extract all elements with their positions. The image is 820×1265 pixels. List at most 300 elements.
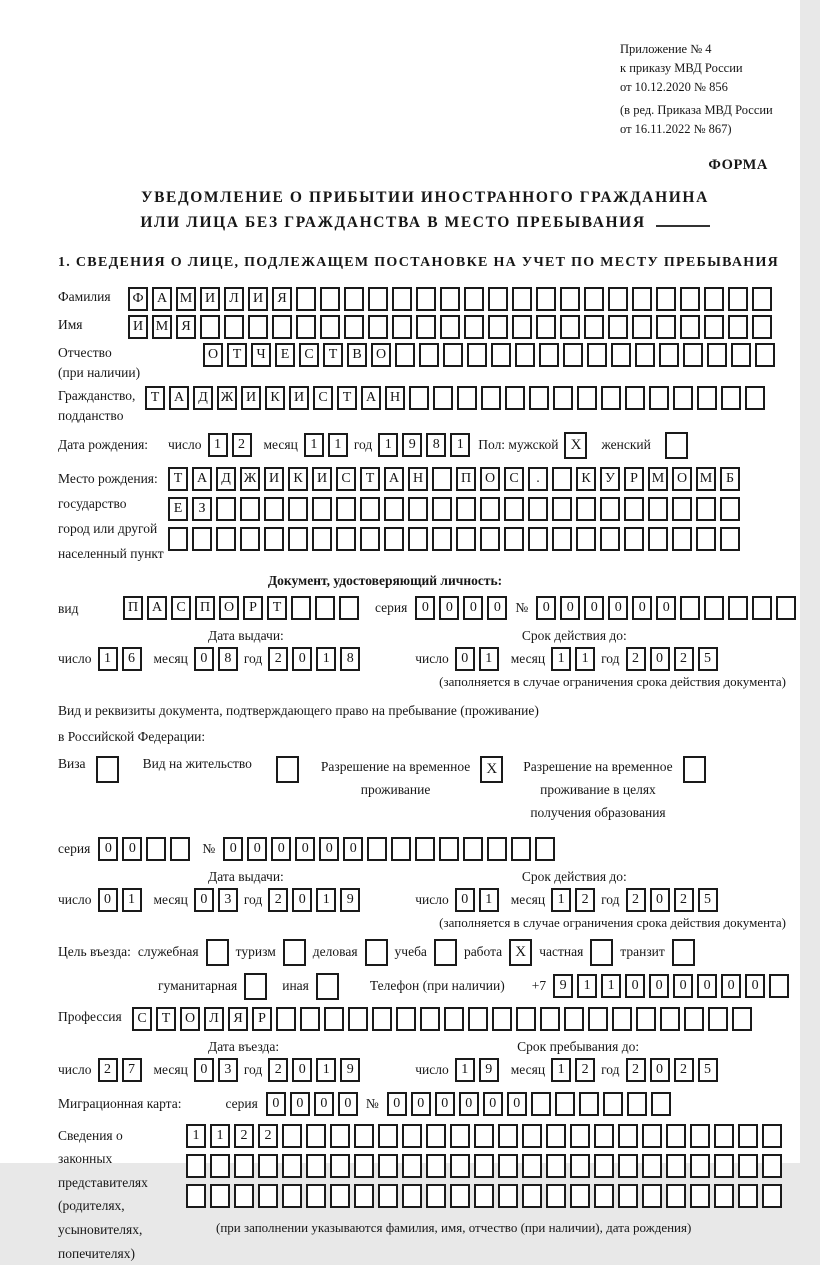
char-cell[interactable] bbox=[420, 1007, 440, 1031]
char-cell[interactable]: 2 bbox=[626, 1058, 646, 1082]
char-cell[interactable]: Я bbox=[272, 287, 292, 311]
char-cell[interactable] bbox=[535, 837, 555, 861]
char-cell[interactable]: 3 bbox=[218, 1058, 238, 1082]
char-cell[interactable] bbox=[577, 386, 597, 410]
char-cell[interactable] bbox=[720, 497, 740, 521]
char-cell[interactable]: П bbox=[195, 596, 215, 620]
char-cell[interactable] bbox=[96, 756, 119, 783]
char-cell[interactable]: 1 bbox=[316, 888, 336, 912]
char-cell[interactable] bbox=[696, 527, 716, 551]
char-cell[interactable] bbox=[368, 315, 388, 339]
char-cell[interactable] bbox=[474, 1154, 494, 1178]
char-cell[interactable]: 2 bbox=[674, 888, 694, 912]
char-cell[interactable]: 0 bbox=[507, 1092, 527, 1116]
char-cell[interactable] bbox=[146, 837, 166, 861]
char-cell[interactable]: 1 bbox=[551, 647, 571, 671]
char-cell[interactable]: 1 bbox=[304, 433, 324, 457]
char-cell[interactable]: 0 bbox=[560, 596, 580, 620]
char-cell[interactable] bbox=[234, 1184, 254, 1208]
char-cell[interactable]: К bbox=[576, 467, 596, 491]
char-cell[interactable] bbox=[642, 1154, 662, 1178]
char-cell[interactable]: 9 bbox=[340, 888, 360, 912]
char-cell[interactable] bbox=[752, 596, 772, 620]
char-cell[interactable]: Я bbox=[176, 315, 196, 339]
char-cell[interactable]: 6 bbox=[122, 647, 142, 671]
char-cell[interactable]: 9 bbox=[479, 1058, 499, 1082]
char-cell[interactable]: Л bbox=[224, 287, 244, 311]
char-cell[interactable] bbox=[531, 1092, 551, 1116]
char-cell[interactable] bbox=[282, 1124, 302, 1148]
char-cell[interactable]: К bbox=[265, 386, 285, 410]
char-cell[interactable]: Р bbox=[243, 596, 263, 620]
char-cell[interactable]: 0 bbox=[455, 647, 475, 671]
char-cell[interactable] bbox=[168, 527, 188, 551]
char-cell[interactable] bbox=[546, 1154, 566, 1178]
char-cell[interactable] bbox=[579, 1092, 599, 1116]
char-cell[interactable] bbox=[492, 1007, 512, 1031]
char-cell[interactable] bbox=[714, 1154, 734, 1178]
char-cell[interactable]: 0 bbox=[439, 596, 459, 620]
char-cell[interactable]: С bbox=[504, 467, 524, 491]
char-cell[interactable]: Я bbox=[228, 1007, 248, 1031]
char-cell[interactable] bbox=[632, 315, 652, 339]
char-cell[interactable]: 2 bbox=[98, 1058, 118, 1082]
char-cell[interactable]: 0 bbox=[650, 1058, 670, 1082]
char-cell[interactable] bbox=[512, 287, 532, 311]
char-cell[interactable]: 1 bbox=[479, 647, 499, 671]
char-cell[interactable] bbox=[210, 1154, 230, 1178]
char-cell[interactable] bbox=[539, 343, 559, 367]
char-cell[interactable] bbox=[704, 287, 724, 311]
char-cell[interactable] bbox=[409, 386, 429, 410]
char-cell[interactable]: 0 bbox=[483, 1092, 503, 1116]
char-cell[interactable] bbox=[282, 1154, 302, 1178]
char-cell[interactable] bbox=[672, 497, 692, 521]
char-cell[interactable]: 0 bbox=[122, 837, 142, 861]
char-cell[interactable]: 0 bbox=[459, 1092, 479, 1116]
char-cell[interactable]: 0 bbox=[223, 837, 243, 861]
char-cell[interactable]: 0 bbox=[411, 1092, 431, 1116]
char-cell[interactable] bbox=[467, 343, 487, 367]
char-cell[interactable]: 1 bbox=[577, 974, 597, 998]
char-cell[interactable]: И bbox=[264, 467, 284, 491]
char-cell[interactable] bbox=[330, 1154, 350, 1178]
char-cell[interactable] bbox=[611, 343, 631, 367]
char-cell[interactable] bbox=[684, 1007, 704, 1031]
char-cell[interactable] bbox=[432, 497, 452, 521]
char-cell[interactable]: И bbox=[128, 315, 148, 339]
char-cell[interactable]: 8 bbox=[340, 647, 360, 671]
char-cell[interactable]: 0 bbox=[98, 888, 118, 912]
char-cell[interactable] bbox=[673, 386, 693, 410]
char-cell[interactable]: 2 bbox=[268, 888, 288, 912]
char-cell[interactable] bbox=[296, 287, 316, 311]
char-cell[interactable] bbox=[440, 287, 460, 311]
char-cell[interactable]: Н bbox=[385, 386, 405, 410]
char-cell[interactable] bbox=[529, 386, 549, 410]
char-cell[interactable]: 1 bbox=[316, 647, 336, 671]
char-cell[interactable] bbox=[690, 1184, 710, 1208]
char-cell[interactable]: 0 bbox=[292, 647, 312, 671]
char-cell[interactable] bbox=[450, 1154, 470, 1178]
char-cell[interactable] bbox=[480, 497, 500, 521]
char-cell[interactable] bbox=[244, 973, 267, 1000]
char-cell[interactable] bbox=[440, 315, 460, 339]
char-cell[interactable] bbox=[463, 837, 483, 861]
char-cell[interactable] bbox=[666, 1124, 686, 1148]
char-cell[interactable] bbox=[216, 527, 236, 551]
char-cell[interactable]: М bbox=[696, 467, 716, 491]
char-cell[interactable]: 5 bbox=[698, 888, 718, 912]
char-cell[interactable] bbox=[488, 315, 508, 339]
char-cell[interactable]: С bbox=[299, 343, 319, 367]
char-cell[interactable] bbox=[210, 1184, 230, 1208]
char-cell[interactable] bbox=[354, 1184, 374, 1208]
char-cell[interactable]: М bbox=[176, 287, 196, 311]
char-cell[interactable] bbox=[272, 315, 292, 339]
char-cell[interactable]: О bbox=[672, 467, 692, 491]
char-cell[interactable] bbox=[480, 527, 500, 551]
char-cell[interactable] bbox=[720, 527, 740, 551]
char-cell[interactable]: 0 bbox=[632, 596, 652, 620]
char-cell[interactable] bbox=[594, 1184, 614, 1208]
char-cell[interactable] bbox=[642, 1184, 662, 1208]
char-cell[interactable]: 2 bbox=[674, 1058, 694, 1082]
char-cell[interactable]: Д bbox=[193, 386, 213, 410]
char-cell[interactable] bbox=[474, 1124, 494, 1148]
char-cell[interactable]: З bbox=[192, 497, 212, 521]
char-cell[interactable] bbox=[540, 1007, 560, 1031]
char-cell[interactable]: 2 bbox=[234, 1124, 254, 1148]
char-cell[interactable]: И bbox=[289, 386, 309, 410]
char-cell[interactable] bbox=[392, 287, 412, 311]
char-cell[interactable] bbox=[491, 343, 511, 367]
char-cell[interactable] bbox=[601, 386, 621, 410]
char-cell[interactable] bbox=[344, 315, 364, 339]
char-cell[interactable]: 1 bbox=[551, 1058, 571, 1082]
char-cell[interactable]: 1 bbox=[479, 888, 499, 912]
char-cell[interactable] bbox=[656, 287, 676, 311]
char-cell[interactable] bbox=[755, 343, 775, 367]
char-cell[interactable] bbox=[240, 527, 260, 551]
char-cell[interactable] bbox=[732, 1007, 752, 1031]
char-cell[interactable] bbox=[594, 1154, 614, 1178]
char-cell[interactable] bbox=[315, 596, 335, 620]
char-cell[interactable] bbox=[627, 1092, 647, 1116]
char-cell[interactable] bbox=[560, 287, 580, 311]
char-cell[interactable] bbox=[546, 1124, 566, 1148]
char-cell[interactable]: 9 bbox=[553, 974, 573, 998]
char-cell[interactable] bbox=[456, 497, 476, 521]
char-cell[interactable]: А bbox=[384, 467, 404, 491]
char-cell[interactable] bbox=[498, 1154, 518, 1178]
char-cell[interactable] bbox=[248, 315, 268, 339]
char-cell[interactable]: 0 bbox=[247, 837, 267, 861]
char-cell[interactable]: 1 bbox=[186, 1124, 206, 1148]
char-cell[interactable] bbox=[707, 343, 727, 367]
char-cell[interactable]: А bbox=[192, 467, 212, 491]
char-cell[interactable] bbox=[402, 1184, 422, 1208]
char-cell[interactable]: Т bbox=[168, 467, 188, 491]
char-cell[interactable] bbox=[240, 497, 260, 521]
char-cell[interactable] bbox=[306, 1184, 326, 1208]
char-cell[interactable]: 1 bbox=[208, 433, 228, 457]
char-cell[interactable]: С bbox=[132, 1007, 152, 1031]
char-cell[interactable] bbox=[690, 1124, 710, 1148]
char-cell[interactable] bbox=[439, 837, 459, 861]
char-cell[interactable] bbox=[738, 1184, 758, 1208]
char-cell[interactable] bbox=[365, 939, 388, 966]
char-cell[interactable] bbox=[511, 837, 531, 861]
char-cell[interactable] bbox=[697, 386, 717, 410]
char-cell[interactable] bbox=[704, 596, 724, 620]
char-cell[interactable] bbox=[367, 837, 387, 861]
char-cell[interactable] bbox=[282, 1184, 302, 1208]
char-cell[interactable] bbox=[666, 1184, 686, 1208]
char-cell[interactable] bbox=[516, 1007, 536, 1031]
char-cell[interactable]: 0 bbox=[455, 888, 475, 912]
char-cell[interactable]: Ч bbox=[251, 343, 271, 367]
char-cell[interactable] bbox=[587, 343, 607, 367]
char-cell[interactable]: 2 bbox=[674, 647, 694, 671]
char-cell[interactable] bbox=[603, 1092, 623, 1116]
char-cell[interactable] bbox=[635, 343, 655, 367]
char-cell[interactable]: 1 bbox=[98, 647, 118, 671]
char-cell[interactable]: А bbox=[361, 386, 381, 410]
char-cell[interactable]: 0 bbox=[721, 974, 741, 998]
char-cell[interactable] bbox=[200, 315, 220, 339]
char-cell[interactable]: О bbox=[480, 467, 500, 491]
char-cell[interactable]: Т bbox=[145, 386, 165, 410]
char-cell[interactable] bbox=[536, 315, 556, 339]
char-cell[interactable]: О bbox=[180, 1007, 200, 1031]
char-cell[interactable] bbox=[666, 1154, 686, 1178]
char-cell[interactable]: 0 bbox=[314, 1092, 334, 1116]
char-cell[interactable]: 0 bbox=[649, 974, 669, 998]
char-cell[interactable] bbox=[721, 386, 741, 410]
char-cell[interactable]: 0 bbox=[292, 1058, 312, 1082]
char-cell[interactable]: 0 bbox=[194, 888, 214, 912]
char-cell[interactable] bbox=[296, 315, 316, 339]
char-cell[interactable] bbox=[192, 527, 212, 551]
char-cell[interactable] bbox=[672, 939, 695, 966]
char-cell[interactable] bbox=[408, 527, 428, 551]
char-cell[interactable] bbox=[608, 315, 628, 339]
char-cell[interactable]: С bbox=[336, 467, 356, 491]
char-cell[interactable] bbox=[433, 386, 453, 410]
char-cell[interactable] bbox=[752, 287, 772, 311]
char-cell[interactable] bbox=[576, 527, 596, 551]
char-cell[interactable] bbox=[291, 596, 311, 620]
char-cell[interactable] bbox=[336, 527, 356, 551]
char-cell[interactable] bbox=[444, 1007, 464, 1031]
char-cell[interactable] bbox=[457, 386, 477, 410]
char-cell[interactable] bbox=[330, 1124, 350, 1148]
char-cell[interactable] bbox=[600, 527, 620, 551]
char-cell[interactable] bbox=[642, 1124, 662, 1148]
char-cell[interactable] bbox=[632, 287, 652, 311]
char-cell[interactable] bbox=[426, 1154, 446, 1178]
char-cell[interactable]: 1 bbox=[601, 974, 621, 998]
char-cell[interactable] bbox=[320, 287, 340, 311]
char-cell[interactable] bbox=[344, 287, 364, 311]
char-cell[interactable]: . bbox=[528, 467, 548, 491]
char-cell[interactable] bbox=[392, 315, 412, 339]
char-cell[interactable]: X bbox=[564, 432, 587, 459]
char-cell[interactable] bbox=[276, 1007, 296, 1031]
char-cell[interactable]: 0 bbox=[266, 1092, 286, 1116]
char-cell[interactable] bbox=[762, 1184, 782, 1208]
char-cell[interactable]: 0 bbox=[650, 888, 670, 912]
char-cell[interactable]: А bbox=[147, 596, 167, 620]
char-cell[interactable]: Е bbox=[275, 343, 295, 367]
char-cell[interactable] bbox=[395, 343, 415, 367]
char-cell[interactable]: 2 bbox=[575, 888, 595, 912]
char-cell[interactable] bbox=[683, 756, 706, 783]
char-cell[interactable] bbox=[648, 497, 668, 521]
char-cell[interactable]: 2 bbox=[626, 647, 646, 671]
char-cell[interactable] bbox=[498, 1184, 518, 1208]
char-cell[interactable] bbox=[584, 315, 604, 339]
char-cell[interactable] bbox=[498, 1124, 518, 1148]
char-cell[interactable] bbox=[515, 343, 535, 367]
char-cell[interactable] bbox=[608, 287, 628, 311]
char-cell[interactable]: 2 bbox=[268, 1058, 288, 1082]
char-cell[interactable]: 1 bbox=[122, 888, 142, 912]
char-cell[interactable] bbox=[504, 527, 524, 551]
char-cell[interactable] bbox=[264, 497, 284, 521]
char-cell[interactable] bbox=[536, 287, 556, 311]
char-cell[interactable] bbox=[312, 527, 332, 551]
char-cell[interactable]: 0 bbox=[673, 974, 693, 998]
char-cell[interactable] bbox=[659, 343, 679, 367]
char-cell[interactable] bbox=[206, 939, 229, 966]
char-cell[interactable] bbox=[474, 1184, 494, 1208]
char-cell[interactable] bbox=[336, 497, 356, 521]
char-cell[interactable]: П bbox=[123, 596, 143, 620]
char-cell[interactable] bbox=[714, 1124, 734, 1148]
char-cell[interactable] bbox=[504, 497, 524, 521]
char-cell[interactable] bbox=[618, 1124, 638, 1148]
char-cell[interactable] bbox=[234, 1154, 254, 1178]
char-cell[interactable]: Ж bbox=[217, 386, 237, 410]
char-cell[interactable] bbox=[360, 527, 380, 551]
char-cell[interactable] bbox=[396, 1007, 416, 1031]
char-cell[interactable]: Т bbox=[156, 1007, 176, 1031]
char-cell[interactable]: А bbox=[169, 386, 189, 410]
char-cell[interactable]: 9 bbox=[340, 1058, 360, 1082]
char-cell[interactable] bbox=[590, 939, 613, 966]
char-cell[interactable] bbox=[330, 1184, 350, 1208]
char-cell[interactable]: 1 bbox=[450, 433, 470, 457]
char-cell[interactable] bbox=[680, 596, 700, 620]
char-cell[interactable]: 8 bbox=[426, 433, 446, 457]
char-cell[interactable] bbox=[769, 974, 789, 998]
char-cell[interactable]: 9 bbox=[402, 433, 422, 457]
char-cell[interactable] bbox=[660, 1007, 680, 1031]
char-cell[interactable] bbox=[339, 596, 359, 620]
char-cell[interactable]: Д bbox=[216, 467, 236, 491]
char-cell[interactable] bbox=[276, 756, 299, 783]
char-cell[interactable] bbox=[546, 1184, 566, 1208]
char-cell[interactable]: 5 bbox=[698, 1058, 718, 1082]
char-cell[interactable] bbox=[283, 939, 306, 966]
char-cell[interactable]: Н bbox=[408, 467, 428, 491]
char-cell[interactable]: 1 bbox=[551, 888, 571, 912]
char-cell[interactable]: 0 bbox=[295, 837, 315, 861]
char-cell[interactable]: 1 bbox=[575, 647, 595, 671]
char-cell[interactable]: 0 bbox=[435, 1092, 455, 1116]
char-cell[interactable]: 8 bbox=[218, 647, 238, 671]
char-cell[interactable] bbox=[570, 1154, 590, 1178]
char-cell[interactable] bbox=[636, 1007, 656, 1031]
char-cell[interactable] bbox=[468, 1007, 488, 1031]
char-cell[interactable]: 2 bbox=[268, 647, 288, 671]
char-cell[interactable]: 0 bbox=[319, 837, 339, 861]
char-cell[interactable]: С bbox=[171, 596, 191, 620]
char-cell[interactable]: Ф bbox=[128, 287, 148, 311]
char-cell[interactable] bbox=[432, 527, 452, 551]
char-cell[interactable]: А bbox=[152, 287, 172, 311]
char-cell[interactable]: 1 bbox=[210, 1124, 230, 1148]
char-cell[interactable] bbox=[672, 527, 692, 551]
char-cell[interactable] bbox=[651, 1092, 671, 1116]
char-cell[interactable] bbox=[360, 497, 380, 521]
char-cell[interactable]: О bbox=[203, 343, 223, 367]
char-cell[interactable] bbox=[487, 837, 507, 861]
char-cell[interactable]: 0 bbox=[194, 647, 214, 671]
char-cell[interactable] bbox=[570, 1184, 590, 1208]
char-cell[interactable] bbox=[488, 287, 508, 311]
char-cell[interactable]: X bbox=[509, 939, 532, 966]
char-cell[interactable] bbox=[368, 287, 388, 311]
char-cell[interactable] bbox=[555, 1092, 575, 1116]
char-cell[interactable] bbox=[625, 386, 645, 410]
char-cell[interactable] bbox=[752, 315, 772, 339]
char-cell[interactable] bbox=[738, 1124, 758, 1148]
char-cell[interactable] bbox=[384, 527, 404, 551]
char-cell[interactable]: И bbox=[312, 467, 332, 491]
char-cell[interactable] bbox=[552, 527, 572, 551]
char-cell[interactable]: М bbox=[152, 315, 172, 339]
char-cell[interactable]: 0 bbox=[194, 1058, 214, 1082]
char-cell[interactable]: О bbox=[219, 596, 239, 620]
char-cell[interactable] bbox=[300, 1007, 320, 1031]
char-cell[interactable]: Р bbox=[252, 1007, 272, 1031]
char-cell[interactable] bbox=[731, 343, 751, 367]
char-cell[interactable] bbox=[680, 287, 700, 311]
char-cell[interactable]: П bbox=[456, 467, 476, 491]
char-cell[interactable]: У bbox=[600, 467, 620, 491]
char-cell[interactable]: 0 bbox=[292, 888, 312, 912]
char-cell[interactable]: X bbox=[480, 756, 503, 783]
char-cell[interactable]: 5 bbox=[698, 647, 718, 671]
char-cell[interactable]: Т bbox=[337, 386, 357, 410]
char-cell[interactable]: И bbox=[200, 287, 220, 311]
char-cell[interactable] bbox=[522, 1124, 542, 1148]
char-cell[interactable]: 0 bbox=[656, 596, 676, 620]
char-cell[interactable] bbox=[216, 497, 236, 521]
char-cell[interactable] bbox=[704, 315, 724, 339]
char-cell[interactable] bbox=[553, 386, 573, 410]
char-cell[interactable] bbox=[348, 1007, 368, 1031]
char-cell[interactable] bbox=[306, 1154, 326, 1178]
char-cell[interactable]: Т bbox=[323, 343, 343, 367]
char-cell[interactable] bbox=[288, 497, 308, 521]
char-cell[interactable]: К bbox=[288, 467, 308, 491]
char-cell[interactable] bbox=[186, 1184, 206, 1208]
char-cell[interactable]: Р bbox=[624, 467, 644, 491]
